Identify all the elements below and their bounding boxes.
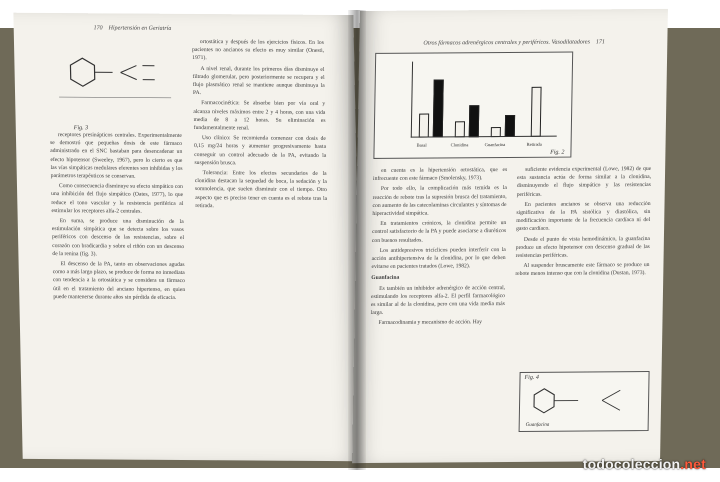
right-formula-figure (519, 371, 650, 432)
chart-bar (531, 87, 542, 137)
left-column-1 (50, 131, 189, 452)
right-column-2 (514, 165, 651, 366)
left-col1-paragraph: Como consecuencia disminuye su efecto simpático con una inhibición del flujo simpático (Oates, 1977), lo que reduce el tono vascular y la resistencia periférica al estimular los receptores alfa-2 centrales. (51, 183, 184, 215)
left-col1-paragraph: En suma, se produce una disminución de la estimulación simpática que se detecta sobre los vasos periféricos con descenso de las resistencias, sobre el corazón con bradicardia y sobre el riñón con un descenso de la renina (fig. 3). (51, 218, 185, 258)
left-col2-paragraph: Farmacocinética: Se absorbe bien por vía oral y alcanza niveles máximos entre 2 y 4 horas, con una vida media de 8 a 12 horas. Su eliminación es fundamentalmente renal. (193, 100, 326, 132)
right-col2-paragraph: Desde el punto de vista hemodinámico, la guanfacina produce un efecto hipotensor con descenso gradual de las resistencias periféricas. (515, 235, 650, 259)
left-column-2 (192, 38, 333, 449)
left-col2-paragraph: A nivel renal, durante los primeros días disminuye el filtrado glomerular, pero posteriormente se recupera y el flujo plasmático renal se mantiene aunque disminuya la PA. (192, 65, 325, 97)
left-page-number: 170 (93, 25, 103, 32)
right-col1-paragraph: en cuenta es la hipertensión ortostática, que es infrecuente con este fármaco (Smolensky, 1973). (372, 167, 508, 183)
watermark-brand: todocoleccion (582, 456, 681, 472)
chart-bar (505, 115, 515, 137)
left-col1-paragraph: El descenso de la PA, tanto en observaciones agudas como a más largo plazo, se produce de forma no inmediata con tendencia a la ortostática y se considera un fármaco útil en el tratamiento del anciano hipertenso, en quien puede mantenerse durante años sin pérdida de eficacia. (52, 261, 186, 301)
right-running-header (423, 39, 605, 46)
chart-bar (419, 114, 429, 138)
right-col2-paragraph: Al suspender bruscamente este fármaco se produce un rebote menos intenso que con la clonidina (Dustan, 1973). (515, 262, 650, 278)
right-col1-paragraph: Por todo ello, la complicación más temida es la reacción de rebote tras la supresión brusca del tratamiento, con aumento de las catecolaminas circulantes y síntomas de hiperactividad simpática. (372, 185, 507, 217)
chart-category-label: Basal (416, 142, 427, 148)
right-figure-caption: Fig. 4 (524, 374, 539, 381)
left-formula-figure (50, 35, 182, 132)
left-col1-paragraph: receptores presinápticos centrales. Experimentalmente se demostró que pequeñas dosis de este fármaco administrado en el SNC bastaban para desencadenar un efecto hipotensor (Sweeley, 1967), pero lo cierto es que las vías simpáticas medulares eferentes son inhibidas y los parámetros terapéuticos se conservan. (50, 132, 183, 180)
left-col2-paragraph: Tolerancia: Entre los efectos secundarios de la clonidina destacan la sequedad de boca, la sedación y la somnolencia, que suelen disminuir con el tiempo. Otro aspecto que es preciso tener en cuenta es el rebote tras la retirada. (194, 170, 328, 210)
right-col2-paragraph: En pacientes ancianos se observa una reducción significativa de la PA sistólica y diastólica, sin modificación importante de la frecuencia cardíaca ni del gasto cardíaco. (516, 200, 651, 233)
right-col2-paragraph: suficiente evidencia experimental (Lowe, 1982) de que esta sustancia actúa de forma similar a la clonidina, disminuyendo el flujo simpático y las resistencias periféricas. (516, 166, 652, 198)
chart-bar (455, 121, 465, 137)
right-page-number: 171 (595, 39, 606, 46)
right-running-title: Otros fármacos adrenérgicos centrales y periféricos. Vasodilatadores (423, 39, 591, 47)
chart-bar (469, 105, 480, 137)
right-page (352, 9, 668, 463)
clonidine-structure-drawing (50, 35, 182, 118)
chart-bar (433, 79, 444, 137)
section-heading-guanfacina: Guanfacina (371, 275, 400, 282)
book-gutter (348, 10, 366, 470)
site-watermark (583, 456, 706, 472)
right-col1-paragraph: Es también un inhibidor adrenérgico de acción central, estimulando los receptores alfa-2. El perfil farmacológico es similar al de la clonidina, pero con una vida media más larga. (370, 284, 506, 317)
right-col1-paragraph: En tratamientos crónicos, la clonidina permite un control satisfactorio de la PA y puede asociarse a diuréticos con buenos resultados. (371, 220, 507, 244)
right-column-1 (368, 166, 507, 457)
chart-category-label: Guanfacina (484, 142, 506, 148)
chart-axis (411, 62, 413, 138)
watermark-domain: .net (680, 456, 706, 472)
right-figure-label: Guanfacina (525, 422, 550, 428)
chart-axis (411, 136, 557, 138)
left-running-title: Hipertensión en Geriatría (108, 25, 172, 32)
left-figure-caption: Fig. 3 (73, 125, 89, 132)
left-col2-paragraph: ortostática y después de los ejercicios físicos. En los pacientes no ancianos su efecto es muy similar (Onesti, 1971). (192, 39, 325, 62)
left-running-header (94, 25, 172, 32)
chart-category-label: Retirada (526, 141, 542, 147)
left-page (13, 13, 362, 462)
right-bar-chart-figure (373, 52, 573, 159)
right-chart-caption: Fig. 2 (550, 149, 565, 156)
chart-category-label: Clonidina (450, 142, 469, 148)
right-col1-paragraph: Los antidepresivos tricíclicos pueden interferir con la acción antihipertensiva de la clonidina, por lo que deben evitarse en pacientes tratados (Lowe, 1982). (371, 246, 506, 271)
left-col2-paragraph: Uso clínico: Se recomienda comenzar con dosis de 0,15 mg/24 horas y aumentar progresivamente hasta conseguir un control adecuado de la PA, evitando la suspensión brusca. (194, 135, 327, 167)
right-col1-paragraph: Farmacodinamia y mecanismo de acción. Hay (378, 319, 483, 327)
